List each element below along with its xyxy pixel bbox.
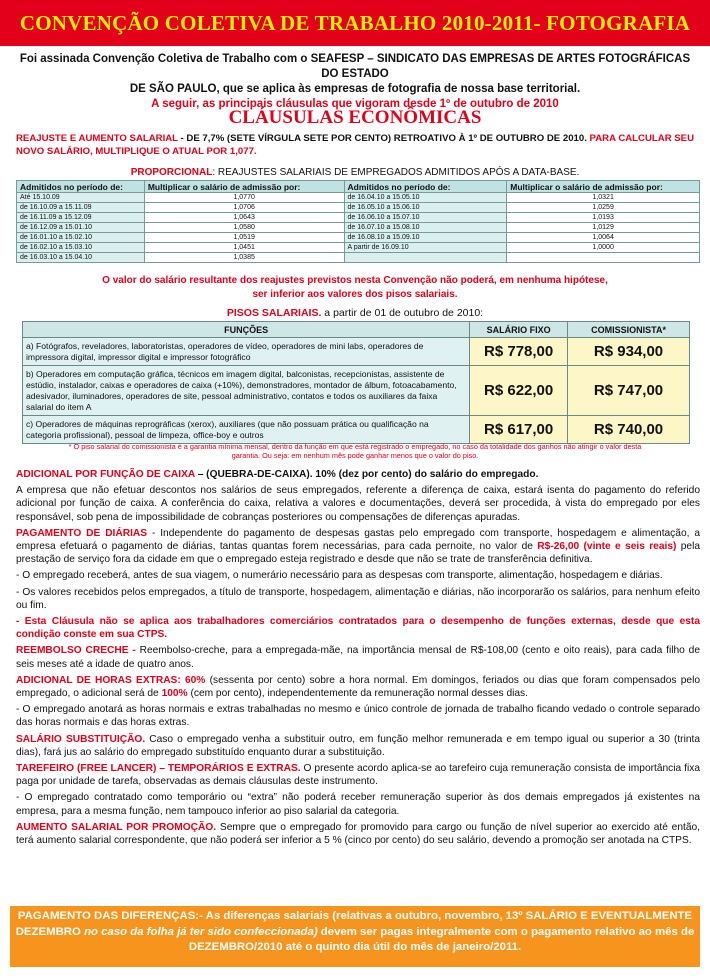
header-cell: Multiplicar o salário de admissão por: (144, 181, 344, 193)
diarias-bullet-1: - O empregado receberá, antes de sua viagem, o numerário necessário para as despesas com transporte, alimentação, hospedagem e diárias. (16, 570, 663, 582)
creche-title: REEMBOLSO CRECHE - (16, 645, 136, 657)
diarias-paragraph (16, 527, 700, 567)
period-cell (344, 253, 507, 263)
factor-cell: 1,0385 (144, 253, 344, 263)
factor-cell: 1,0193 (507, 213, 700, 223)
factor-cell: 1,0580 (144, 223, 344, 233)
period-cell: de 16.02.10 a 15.03.10 (17, 243, 145, 253)
caixa-title: ADICIONAL POR FUNÇÃO DE CAIXA (16, 469, 195, 480)
header-cell: Admitidos no período de: (344, 181, 507, 193)
pisos-note-line-1: * O piso salarial do comissionista é a garantia mínima mensal, dentro da função em que está registrado o empregado, no caso da totalidade dos ganhos não atingir o valor desta (68, 442, 642, 451)
period-cell: A partir de 16.09.10 (344, 243, 507, 253)
period-cell: de 16.11.09 a 15.12.09 (17, 213, 145, 223)
extras-value: 100% (161, 688, 188, 700)
footer-text-2: devem ser pagas integralmente com o pagamento relativo ao mês de DEZEMBRO/2010 até o quinto dia útil do mês de janeiro/2011. (188, 925, 695, 954)
header-cell: COMISSIONISTA* (568, 322, 690, 338)
diarias-bullet-2: - Os valores recebidos pelos empregados, a título de transporte, hospedagem, alimentação e diárias, não incorporarão os salários, para nenhum efeito ou fim. (16, 586, 700, 611)
period-cell: de 16.06.10 a 15.07.10 (344, 213, 507, 223)
commission-salary-cell: R$ 747,00 (568, 366, 690, 416)
function-cell: b) Operadores em computação gráfica, técnicos em imagem digital, balconistas, recepcionistas, assistente de estúdio, instalador, caixas e operadores de caixa (+10%), demonstradores, montador de álbum, fotoacabamento, adesivador, iluminadores, operadores de site, pessoal administrativo, contatos e todos os auxiliares da faixa salarial do item A (23, 366, 470, 416)
valor-note-line-2: ser inferior aos valores dos pisos salariais. (252, 289, 458, 300)
footer-text-1: PAGAMENTO DAS DIFERENÇAS:- As diferenças salariais (relativas a outubro, novembro, 13º SALÁRIO E EVENTUALMENTE DEZEMBRO (15, 910, 693, 938)
table-row (17, 193, 700, 203)
proporcional-label: PROPORCIONAL (130, 167, 213, 178)
factor-cell: 1,0643 (144, 213, 344, 223)
table-row (17, 233, 700, 243)
function-cell: a) Fotógrafos, reveladores, laboratoristas, operadores de vídeo, operadores de mini labs, operadores de impressora digital, impressor digital e impressor fotográfico (23, 338, 470, 366)
reajuste-label: REAJUSTE E AUMENTO SALARIAL (16, 133, 178, 144)
valor-note (0, 274, 710, 302)
fixed-salary-cell: R$ 622,00 (470, 366, 568, 416)
diarias-text-2: pela prestação de serviço fora da cidade em que o empregado esteja registrado e desde que não se trate de transferência definitiva. (16, 541, 701, 566)
pisos-text: a partir de 01 de outubro de 2010: (321, 307, 484, 319)
intro-line-2: DE SÃO PAULO, que se aplica às empresas de fotografia de nossa base territorial. (129, 83, 581, 95)
factor-cell: 1,0519 (144, 233, 344, 243)
period-cell: Até 15.10.09 (17, 193, 145, 203)
promo-title: AUMENTO SALARIAL POR PROMOÇÃO. (16, 821, 217, 833)
admission-table-header (17, 181, 700, 193)
header-cell: SALÁRIO FIXO (470, 322, 568, 338)
diarias-bullet-3: - Esta Cláusula não se aplica aos trabalhadores comerciários contratados para o desempenho de funções externas, desde que esta condição conste em sua CTPS. (16, 616, 700, 641)
factor-cell: 1,0321 (507, 193, 700, 203)
table-row (23, 416, 690, 444)
intro (10, 52, 700, 112)
table-row (17, 203, 700, 213)
reajuste-paragraph (16, 132, 700, 158)
commission-salary-cell: R$ 740,00 (568, 416, 690, 444)
promo-text: Sempre que o empregado for promovido para cargo ou função de nível superior ao exercido até então, terá aumento salarial correspondente, que não poderá ser inferior a 5 % (cinco por cento) do seu salário, devendo a promoção ser anotada na CTPS. (16, 821, 701, 847)
factor-cell: 1,0451 (144, 243, 344, 253)
subst-paragraph (16, 733, 700, 759)
diarias-value: R$-26,00 (vinte e seis reais) (537, 541, 677, 553)
caixa-title-2: – (QUEBRA-DE-CAIXA). 10% (dez por cento) do salário do empregado. (194, 469, 539, 480)
fixed-salary-cell: R$ 778,00 (470, 338, 568, 366)
diarias-title: PAGAMENTO DE DIÁRIAS (16, 527, 148, 539)
fixed-salary-cell: R$ 617,00 (470, 416, 568, 444)
diarias-text: - Independente do pagamento de despesas gastas pelo empregado com transporte, hospedagem e alimentação, a empresa efetuará o pagamento de diárias, tantas quantas forem necessárias, para cada pernoite, no valor de (16, 527, 700, 553)
taref-bullet-1: - O empregado contratado como temporário ou “extra” não poderá receber remuneração superior às dos demais empregados já existentes na empresa, para a mesma função, nem tampouco inferior ao piso salarial da categoria. (16, 792, 700, 817)
table-row (17, 213, 700, 223)
commission-salary-cell: R$ 934,00 (568, 338, 690, 366)
reajuste-text: - DE 7,7% (SETE VÍRGULA SETE POR CENTO) RETROATIVO À 1º DE OUTUBRO DE 2010. (177, 133, 590, 144)
admission-table (16, 180, 700, 263)
period-cell: de 16.01.10 a 15.02.10 (17, 233, 145, 243)
period-cell: de 16.04.10 a 15.05.10 (344, 193, 507, 203)
intro-line-3: A seguir, as principais cláusulas que vigoram desde 1º de outubro de 2010 (151, 98, 559, 110)
table-row (17, 223, 700, 233)
extras-bullet-1: - O empregado anotará as horas normais e extras trabalhadas no mesmo e único controle de jornada de trabalho ficando vedado o controle separado das horas normais e das horas extras. (16, 704, 700, 729)
taref-title: TAREFEIRO (FREE LANCER) – TEMPORÁRIOS E EXTRAS. (16, 763, 301, 775)
taref-paragraph (16, 762, 700, 788)
factor-cell (507, 253, 700, 263)
extras-text: (sessenta por cento) sobre a hora normal. Em domingos, feriados ou dias que foram compensados pelo empregado, o adicional será de (16, 674, 701, 700)
proporcional-heading (0, 167, 710, 178)
factor-cell: 1,0000 (507, 243, 700, 253)
subst-title: SALÁRIO SUBSTITUIÇÃO. (16, 733, 146, 745)
section-title: CLÁUSULAS ECONÔMICAS (228, 107, 482, 128)
period-cell: de 16.07.10 a 15.08.10 (344, 223, 507, 233)
page-title: CONVENÇÃO COLETIVA DE TRABALHO 2010-2011- FOTOGRAFIA (19, 10, 691, 35)
clauses-body (16, 468, 700, 850)
period-cell: de 16.05.10 a 15.06.10 (344, 203, 507, 213)
pisos-note-line-2: garantia. Ou seja: em nenhum mês pode ganhar menos que o valor do piso. (231, 451, 479, 460)
factor-cell: 1,0129 (507, 223, 700, 233)
creche-paragraph (16, 644, 700, 670)
caixa-paragraph: A empresa que não efetuar descontos nos salários de seus empregados, referente a diferença de caixa, estará isenta do pagamento do referido adicional por função de caixa. A conferência do caixa, relativa a valores e documentações, deverá ser procedida, à vista do empregado por eles responsável, sob pena de impossibilidade de cobranças posteriores ou compensações de diferenças apuradas. (16, 485, 700, 523)
table-row (23, 366, 690, 416)
factor-cell: 1,0770 (144, 193, 344, 203)
period-cell: de 16.12.09 a 15.01.10 (17, 223, 145, 233)
factor-cell: 1,0259 (507, 203, 700, 213)
extras-text-2: (cem por cento), independentemente da remuneração normal desses dias. (187, 688, 528, 700)
pisos-table (22, 321, 690, 444)
period-cell: de 16.10.09 a 15.11.09 (17, 203, 145, 213)
intro-line-1: Foi assinada Convenção Coletiva de Trabalho com o SEAFESP – SINDICATO DAS EMPRESAS DE ARTES FOTOGRÁFICAS DO ESTADO (19, 53, 691, 80)
factor-cell: 1,0064 (507, 233, 700, 243)
title-banner (0, 0, 710, 46)
footer-italic: no caso da folha já ter sido confeccionada) (84, 925, 318, 938)
factor-cell: 1,0706 (144, 203, 344, 213)
pisos-heading (0, 307, 710, 319)
extras-paragraph (16, 674, 700, 700)
pisos-label: PISOS SALARIAIS. (226, 307, 322, 319)
footer-banner (10, 906, 700, 967)
header-cell: Admitidos no período de: (17, 181, 145, 193)
header-cell: FUNÇÕES (23, 322, 470, 338)
function-cell: c) Operadores de máquinas reprográficas (xerox), auxiliares (que não possuam prática ou qualificação na categoria profissional), pessoal de limpeza, office-boy e outros (23, 416, 470, 444)
table-row (23, 338, 690, 366)
table-row (17, 253, 700, 263)
reajuste-calc: PARA CALCULAR SEU NOVO SALÁRIO, MULTIPLIQUE O ATUAL POR 1,077. (16, 133, 695, 157)
taref-text: O presente acordo aplica-se ao tarefeiro cuja remuneração consista de importância fixa paga por unidade de tarefa, observadas as demais cláusulas deste instrumento. (16, 763, 700, 788)
period-cell: de 16.03.10 a 15.04.10 (17, 253, 145, 263)
creche-text: Reembolso-creche, para a empregada-mãe, na importância mensal de R$-108,00 (cento e oito reais), para cada filho de seis meses até a idade de quatro anos. (16, 645, 701, 670)
pisos-table-header (23, 322, 690, 338)
promo-paragraph (16, 821, 700, 847)
valor-note-line-1: O valor do salário resultante dos reajustes previstos nesta Convenção não poderá, em nenhuma hipótese, (102, 275, 608, 286)
pisos-note (0, 442, 710, 460)
caixa-heading (16, 468, 700, 481)
subst-text: Caso o empregado venha a substituir outro, em função melhor remunerada e em tempo igual ou superior a 30 (trinta dias), fará jus ao salário do empregado substituído enquanto durar a substituição. (16, 733, 700, 758)
table-row (17, 243, 700, 253)
period-cell: de 16.08.10 a 15.09.10 (344, 233, 507, 243)
header-cell: Multiplicar o salário de admissão por: (507, 181, 700, 193)
proporcional-text: : REAJUSTES SALARIAIS DE EMPREGADOS ADMITIDOS APÓS A DATA-BASE. (212, 167, 580, 178)
extras-title: ADICIONAL DE HORAS EXTRAS: 60% (16, 674, 206, 686)
